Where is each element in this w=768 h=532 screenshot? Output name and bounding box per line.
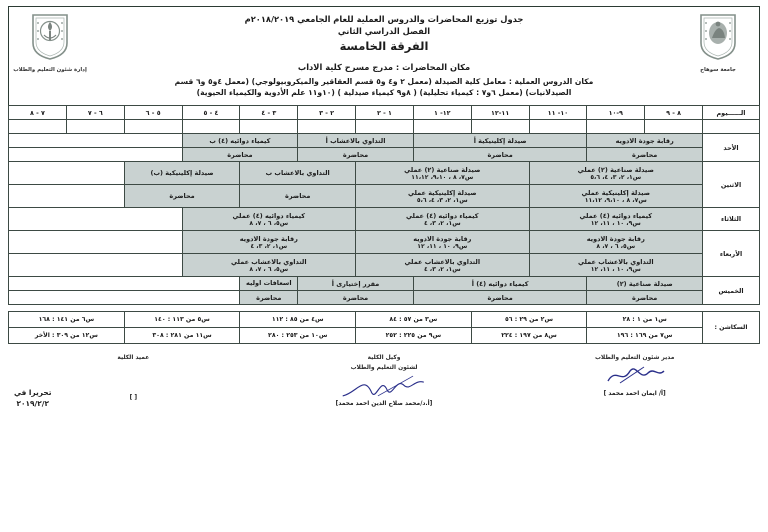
day-name-cell: الأحد: [703, 134, 760, 162]
time-slot-header: ٦ - ٧: [66, 106, 124, 120]
spacer-cell: [413, 120, 471, 134]
class-sections-meta: س٩، ١٠ ، ١١، ١٢: [417, 242, 468, 250]
sections-label: السكاشن :: [703, 312, 760, 344]
class-slot-cell: [298, 134, 414, 148]
class-subject: رقابة جودة الادويه: [586, 234, 645, 243]
timetable-row: [9, 231, 760, 254]
class-sections-meta: س١، ٢، ٣، ٤: [423, 219, 461, 227]
section-range-cell: س٨ من ١٩٧ : ٢٢٤: [471, 328, 587, 344]
class-slot-cell: [413, 291, 586, 305]
spacer-cell: [471, 120, 529, 134]
section-range-cell: س٧ من ١٦٩ : ١٩٦: [587, 328, 703, 344]
class-slot-cell: [298, 277, 414, 291]
section-range-cell: س١٢ من ٣٠٩ : الأخر: [9, 328, 125, 344]
signature-education-affairs: [509, 353, 760, 399]
time-slot-header: ١٠- ١١: [529, 106, 587, 120]
class-sections-meta: س١، ٢، ٣، ٤، ٥،٦: [590, 173, 642, 181]
time-slot-header: ٥ - ٦: [124, 106, 182, 120]
empty-slot-cell: [9, 208, 183, 231]
class-slot-cell: [529, 185, 702, 208]
header-titles: [91, 7, 677, 105]
pharmacy-faculty-crest-icon: [30, 11, 70, 61]
class-slot-cell: [529, 162, 702, 185]
class-sections-meta: س٥، ٦ ، ٧، ٨: [596, 242, 636, 250]
timetable-row: [9, 134, 760, 148]
class-subject: محاضرة: [227, 150, 253, 159]
class-subject: رقابة جودة الادويه: [239, 234, 298, 243]
university-label: جامعة سوهاج: [700, 67, 736, 73]
class-subject: التداوي بالاعشاب ب: [265, 169, 330, 177]
spacer-cell: [66, 120, 124, 134]
document-header: [8, 6, 760, 105]
university-crest-icon: [698, 11, 738, 61]
class-sections-meta: س٩، ١٠ ، ١١، ١٢: [590, 265, 641, 273]
timetable-row: [9, 277, 760, 291]
sections-table: [8, 311, 760, 344]
class-slot-cell: [587, 277, 703, 291]
class-slot-cell: [240, 277, 298, 291]
class-subject: صيدلة إكلينيكية عملي: [407, 188, 477, 197]
time-slot-header: ٨ - ٩: [645, 106, 703, 120]
sig3-name: [ ]: [129, 395, 138, 402]
day-name-cell: الأربعاء: [703, 231, 760, 277]
time-slot-header: ١١-١٢: [471, 106, 529, 120]
time-slot-header: ١٢- ١: [413, 106, 471, 120]
sections-row: [9, 328, 760, 344]
class-subject: صيدلة صناعية (٢): [616, 279, 673, 288]
signature-vice-dean: [259, 353, 510, 409]
class-subject: كيمياء دوائيه (٤) عملي: [579, 211, 653, 220]
class-slot-cell: [587, 148, 703, 162]
timetable-row: [9, 208, 760, 231]
class-slot-cell: [529, 231, 702, 254]
empty-slot-cell: [9, 148, 183, 162]
class-slot-cell: [529, 208, 702, 231]
sig1-name: [أ/ ايمان احمد محمد ]: [603, 391, 666, 398]
spacer-cell: [298, 120, 356, 134]
class-subject: مقرر إختيارى أ: [331, 279, 380, 288]
spacer-cell: [645, 120, 703, 134]
class-subject: صيدلة صناعية (٢) عملي: [577, 165, 654, 174]
sig2-name: [أ.د/محمد صلاح الدين احمد محمد]: [335, 401, 433, 408]
class-slot-cell: [587, 291, 703, 305]
empty-slot-cell: [9, 134, 183, 148]
class-slot-cell: [124, 162, 240, 185]
class-slot-cell: [356, 185, 529, 208]
class-slot-cell: [182, 254, 355, 277]
class-slot-cell: [587, 134, 703, 148]
class-subject: كيمياء دوائيه (٤) ب: [209, 136, 271, 145]
spacer-cell: [587, 120, 645, 134]
class-subject: محاضرة: [285, 192, 311, 200]
time-slot-header: ٣ - ٤: [240, 106, 298, 120]
section-range-cell: س١٠ من ٢٥٣ : ٢٨٠: [240, 328, 356, 344]
sig2-role-line2: لشئون التعليم والطلاب: [350, 365, 418, 372]
title-academic-year: جدول توزيع المحاضرات والدروس العملية للعام الجامعي ٢٠١٨/٢٠١٩م: [244, 14, 524, 24]
time-slot-header: ٧ - ٨: [9, 106, 67, 120]
time-slot-header: ٩-١٠: [587, 106, 645, 120]
class-slot-cell: [413, 148, 586, 162]
class-subject: التداوي بالاعشاب عملي: [577, 257, 654, 266]
class-sections-meta: س٧، ٨ ، ٩،١٠، ١١،١٢: [411, 173, 474, 181]
class-slot-cell: [356, 231, 529, 254]
empty-slot-cell: [9, 254, 183, 277]
lab-place-line2: الصيدلانيات) (معمل ٦و٧ : كيمياء تحليلية) ( ٨و٩ كيمياء صيدلية ) (١٠و١١ علم الأدوية والكيمياء الحيوية): [196, 87, 572, 97]
spacer-cell: [9, 120, 67, 134]
class-slot-cell: [356, 208, 529, 231]
empty-slot-cell: [9, 231, 183, 254]
class-slot-cell: [413, 134, 586, 148]
title-semester: الفصل الدراسي الثاني: [337, 26, 431, 37]
spacer-cell: [356, 120, 414, 134]
issue-date-value: ٢٠١٩/٢/٢: [16, 399, 49, 409]
timetable-row: [9, 254, 760, 277]
signature-scribble-icon: [324, 373, 444, 399]
class-subject: محاضرة: [256, 293, 282, 302]
spacer-cell: [182, 120, 240, 134]
class-sections-meta: س١، ٢، ٣، ٤، ٥،٦: [416, 196, 468, 204]
class-slot-cell: [413, 277, 586, 291]
class-subject: التداوي بالاعشاب أ: [325, 136, 386, 145]
class-subject: كيمياء دوائيه (٤) عملي: [232, 211, 306, 220]
sections-row: [9, 312, 760, 328]
timetable-grid: [8, 105, 760, 305]
class-sections-meta: س٥، ٦ ، ٧، ٨: [249, 219, 289, 227]
day-name-cell: الاثنين: [703, 162, 760, 208]
class-slot-cell: [356, 254, 529, 277]
class-slot-cell: [240, 162, 356, 185]
spacer-cell: [529, 120, 587, 134]
admin-label: إدارة شئون التعليم والطلاب: [13, 67, 87, 73]
day-name-cell: الخميس: [703, 277, 760, 305]
timetable-row: [9, 185, 760, 208]
section-range-cell: س٦ من ١٤١ : ١٦٨: [9, 312, 125, 328]
class-slot-cell: [182, 231, 355, 254]
class-subject: صيدلة إكلينيكية أ: [473, 136, 527, 145]
timetable-row: [9, 291, 760, 305]
time-slot-header: ١ - ٢: [356, 106, 414, 120]
day-name-cell: الثلاثاء: [703, 208, 760, 231]
day-header-cell: الــــــيوم: [703, 106, 760, 120]
section-range-cell: س٥ من ١١٣ : ١٤٠: [124, 312, 240, 328]
time-slot-header: ٤ - ٥: [182, 106, 240, 120]
signature-dean: [8, 353, 259, 403]
class-slot-cell: [124, 185, 240, 208]
timetable-row: [9, 162, 760, 185]
class-slot-cell: [298, 291, 414, 305]
section-range-cell: س١ من ١ : ٢٨: [587, 312, 703, 328]
class-subject: محاضرة: [632, 150, 658, 159]
spacer-cell: [703, 120, 760, 134]
class-subject: محاضرة: [342, 293, 369, 302]
class-subject: صيدلة صناعية (٢) عملي: [404, 165, 481, 174]
section-range-cell: س٣ من ٥٧ : ٨٤: [356, 312, 472, 328]
class-sections-meta: س٩، ١٠ ، ١١، ١٢: [590, 219, 641, 227]
class-subject: كيمياء دوائيه (٤) أ: [471, 279, 529, 288]
class-slot-cell: [240, 291, 298, 305]
spacer-cell: [240, 120, 298, 134]
class-subject: كيمياء دوائيه (٤) عملي: [405, 211, 479, 220]
class-subject: محاضرة: [487, 293, 513, 302]
class-subject: صيدلة إكلينيكية عملي: [581, 188, 651, 197]
time-slot-header: ٢ - ٣: [298, 106, 356, 120]
sig1-role: مدير شئون التعليم والطلاب: [594, 355, 675, 361]
empty-slot-cell: [9, 277, 240, 291]
faculty-crest-cell: [9, 7, 91, 105]
title-year-group: الفرقة الخامسة: [339, 39, 429, 54]
spacer-cell: [124, 120, 182, 134]
class-subject: محاضرة: [632, 293, 658, 302]
class-slot-cell: [182, 134, 298, 148]
issue-date-label: تحريرا في: [14, 388, 52, 397]
section-range-cell: س٢ من ٢٩ : ٥٦: [471, 312, 587, 328]
section-range-cell: س٤ من ٨٥ : ١١٢: [240, 312, 356, 328]
class-sections-meta: س١، ٢، ٣، ٤: [250, 242, 288, 250]
empty-slot-cell: [9, 162, 125, 185]
class-sections-meta: س١، ٢، ٣، ٤: [423, 265, 461, 273]
class-subject: رقابة جودة الادويه: [413, 234, 472, 243]
empty-slot-cell: [9, 185, 125, 208]
class-subject: التداوي بالاعشاب عملي: [404, 257, 481, 266]
empty-slot-cell: [9, 291, 240, 305]
spacer-row: [9, 120, 760, 134]
class-slot-cell: [356, 162, 529, 185]
section-range-cell: س٩ من ٢٢٥ : ٢٥٢: [356, 328, 472, 344]
class-subject: محاضرة: [487, 150, 513, 159]
class-slot-cell: [240, 185, 356, 208]
class-subject: رقابة جودة الادويه: [615, 136, 674, 145]
class-sections-meta: س٥، ٦ ، ٧، ٨: [249, 265, 289, 273]
university-crest-cell: [677, 7, 759, 105]
section-range-cell: س١١ من ٢٨١ : ٣٠٨: [124, 328, 240, 344]
sig2-role-line1: وكيل الكلية: [367, 355, 401, 361]
lecture-place: مكان المحاضرات : مدرج مسرح كلية الاداب: [297, 61, 471, 72]
class-slot-cell: [182, 148, 298, 162]
sig3-role: عميد الكلية: [117, 355, 150, 361]
class-slot-cell: [182, 208, 355, 231]
class-subject: اسعافات اوليه: [246, 278, 292, 287]
signature-scribble-icon: [600, 363, 670, 389]
class-subject: صيدلة إكلينيكية (ب): [150, 169, 214, 177]
class-sections-meta: س٧، ٨ ، ٩،١٠، ١١،١٢: [584, 196, 647, 204]
signature-footer: [8, 353, 760, 439]
time-header-row: [9, 106, 760, 120]
timetable-row: [9, 148, 760, 162]
lab-place-line1: مكان الدروس العملية : معامل كلية الصيدلة (معمل ٢ و٤ و٥ قسم العقاقير والميكروبيولوجي) (معمل ٤و٥ و٦ قسم: [174, 76, 594, 86]
class-subject: محاضرة: [169, 192, 195, 200]
class-slot-cell: [529, 254, 702, 277]
class-slot-cell: [298, 148, 414, 162]
class-subject: محاضرة: [342, 150, 369, 159]
class-subject: التداوي بالاعشاب عملي: [230, 257, 307, 266]
